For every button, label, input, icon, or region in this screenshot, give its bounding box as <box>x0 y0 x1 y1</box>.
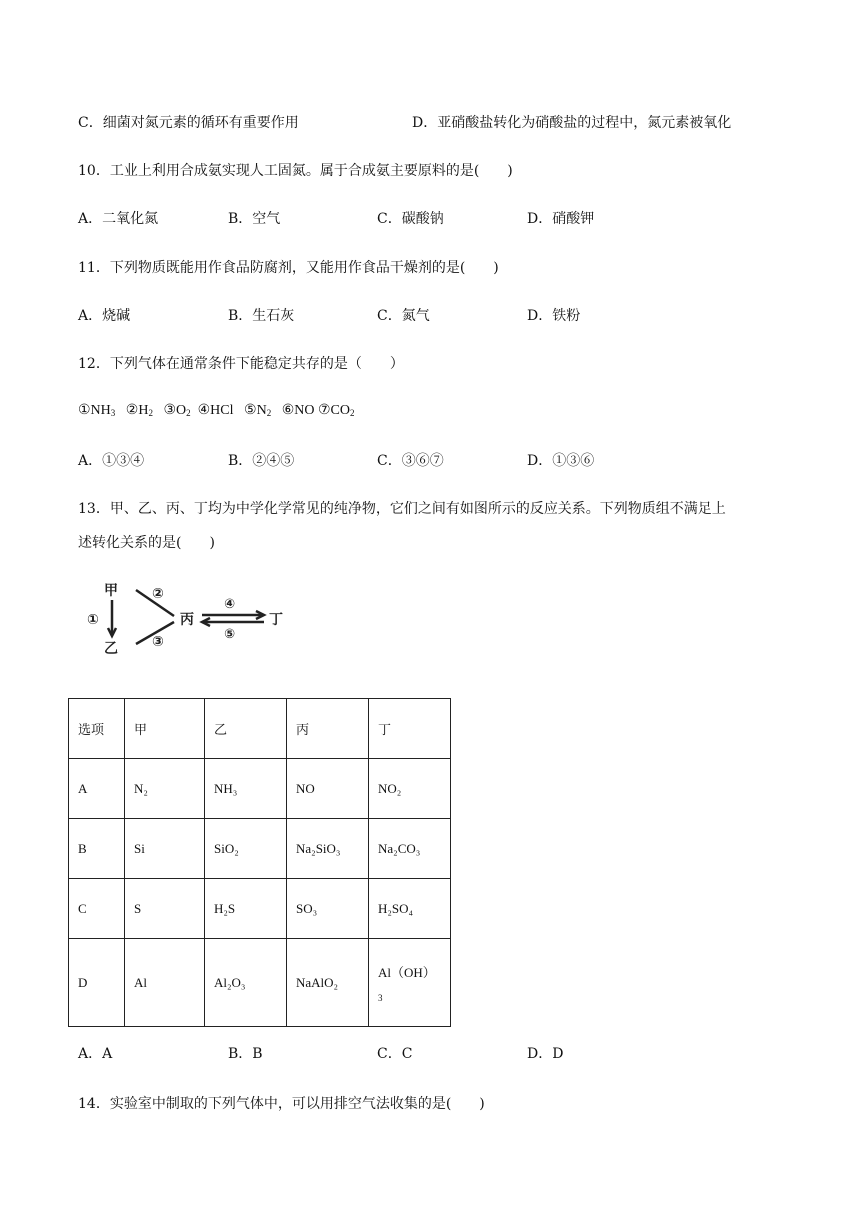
q12-option-c: C．③⑥⑦ <box>377 453 444 469</box>
table-cell: SiO₂ <box>205 819 287 879</box>
table-cell: Na₂SiO₃ <box>287 819 369 879</box>
table-row <box>69 879 451 939</box>
label-ding: 丁 <box>269 612 283 628</box>
label-step-3: ③ <box>152 634 164 650</box>
table-cell: B <box>69 819 125 879</box>
q12-stem: 12．下列气体在通常条件下能稳定共存的是（ ） <box>78 356 404 372</box>
q12-option-d: D．①③⑥ <box>527 453 595 469</box>
q11-option-a: A．烧碱 <box>78 308 131 324</box>
q10-stem: 10．工业上利用合成氨实现人工固氮。属于合成氨主要原料的是( ) <box>78 163 513 179</box>
q9-option-d: D．亚硝酸盐转化为硝酸盐的过程中，氮元素被氧化 <box>412 115 732 131</box>
table-cell: D <box>69 939 125 1027</box>
label-jia: 甲 <box>104 583 118 599</box>
q14-stem: 14．实验室中制取的下列气体中，可以用排空气法收集的是( ) <box>78 1096 485 1112</box>
q10-option-a: A．二氧化氮 <box>78 211 159 227</box>
table-row <box>69 939 451 1027</box>
gas-nh3: $①NH_3$ <box>78 403 116 418</box>
table-cell: H₂SO₄ <box>369 879 451 939</box>
q12-option-a: A．①③④ <box>78 453 145 469</box>
table-cell: Al <box>125 939 205 1027</box>
gas-o2: $③O_2$ <box>163 403 191 418</box>
table-cell: NaAlO₂ <box>287 939 369 1027</box>
label-step-5: ⑤ <box>224 627 236 642</box>
label-step-2: ② <box>152 586 164 602</box>
table-cell: Na₂CO₃ <box>369 819 451 879</box>
table-header-row <box>69 699 451 759</box>
table-header-cell: 选项 <box>69 699 125 759</box>
table-cell: S <box>125 879 205 939</box>
q12-option-b: B．②④⑤ <box>228 453 295 469</box>
q9-option-c: C．细菌对氮元素的循环有重要作用 <box>78 115 299 131</box>
q12-gas-list <box>78 402 354 419</box>
table-cell: A <box>69 759 125 819</box>
gas-no: ⑥NO <box>281 403 315 418</box>
options-table <box>68 698 451 1027</box>
q13-stem-line2: 述转化关系的是( ) <box>78 535 215 551</box>
table-cell: NO <box>287 759 369 819</box>
table-cell: H₂S <box>205 879 287 939</box>
table-cell: Si <box>125 819 205 879</box>
table-cell: Al₂O₃ <box>205 939 287 1027</box>
q13-stem-line1: 13．甲、乙、丙、丁均为中学化学常见的纯净物，它们之间有如图所示的反应关系。下列物质组不满足上 <box>78 501 726 517</box>
q11-stem: 11．下列物质既能用作食品防腐剂，又能用作食品干燥剂的是( ) <box>78 260 499 276</box>
table-header-cell: 丁 <box>369 699 451 759</box>
table-cell: SO₃ <box>287 879 369 939</box>
q13-option-b: B．B <box>228 1046 263 1062</box>
table-cell <box>369 939 451 1027</box>
reaction-diagram-svg <box>84 578 294 658</box>
gas-n2: $⑤N_2$ <box>244 403 272 418</box>
label-step-1: ① <box>87 612 99 628</box>
table-cell: NH₃ <box>205 759 287 819</box>
cell-main-text: Al（OH） <box>378 965 436 980</box>
q13-option-d: D．D <box>527 1046 564 1062</box>
table-header-cell: 甲 <box>125 699 205 759</box>
gas-hcl: ④HCl <box>197 403 234 418</box>
table-row <box>69 819 451 879</box>
q13-option-c: C．C <box>377 1046 413 1062</box>
q13-option-a: A．A <box>78 1046 113 1062</box>
label-bing: 丙 <box>180 612 194 628</box>
q11-option-b: B．生石灰 <box>228 308 295 324</box>
reaction-diagram <box>84 578 294 658</box>
label-step-4: ④ <box>224 597 236 612</box>
cell-subscript: 3 <box>378 993 383 1003</box>
table-row <box>69 759 451 819</box>
table-header-cell: 乙 <box>205 699 287 759</box>
q10-option-b: B．空气 <box>228 211 281 227</box>
gas-co2: $⑦CO_2$ <box>317 403 355 418</box>
table-cell: C <box>69 879 125 939</box>
table-cell: N₂ <box>125 759 205 819</box>
gas-h2: $②H_2$ <box>125 403 153 418</box>
q11-option-d: D．铁粉 <box>527 308 581 324</box>
q10-option-c: C．碳酸钠 <box>377 211 444 227</box>
q11-option-c: C．氮气 <box>377 308 430 324</box>
table-header-cell: 丙 <box>287 699 369 759</box>
q10-option-d: D．硝酸钾 <box>527 211 595 227</box>
table-cell: NO₂ <box>369 759 451 819</box>
label-yi: 乙 <box>104 641 118 657</box>
